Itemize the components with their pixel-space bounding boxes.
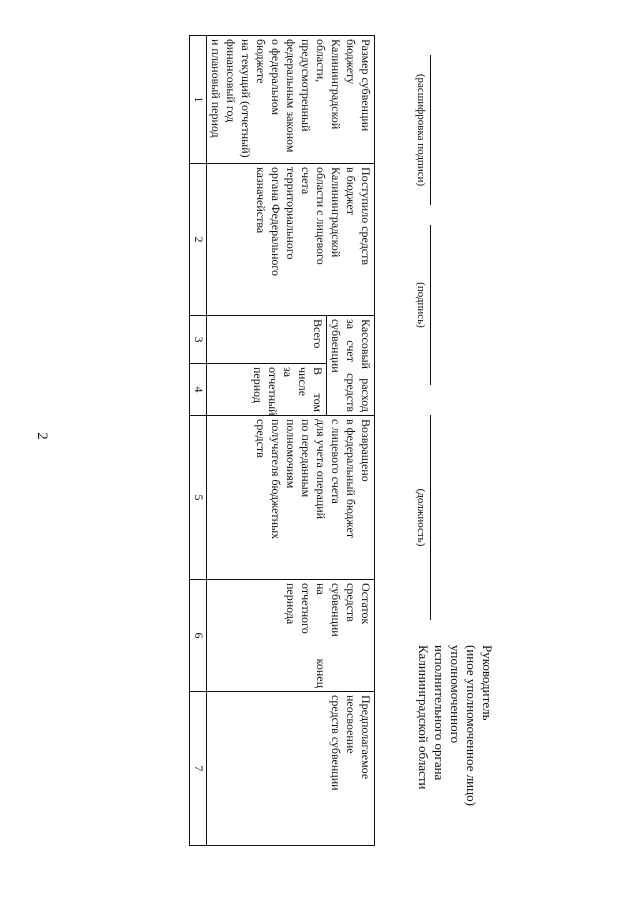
header-line: области с лицевого — [314, 167, 328, 265]
signature-line — [430, 225, 431, 385]
header-line: с лицевого счета — [329, 419, 343, 504]
header-line: и плановый период — [209, 39, 223, 138]
header-line: органа Федерального — [269, 167, 283, 277]
header-line: по переданным — [299, 419, 313, 498]
header-line: о федеральном бюджете — [254, 39, 283, 116]
column-number: 1 — [190, 36, 207, 164]
header-line: в бюджет — [344, 167, 358, 215]
header-returned-funds — [207, 416, 375, 580]
column-number: 4 — [190, 364, 207, 416]
header-line: Калининградской — [329, 167, 343, 258]
position-line — [430, 415, 431, 620]
header-received-funds — [207, 164, 375, 316]
column-number: 2 — [190, 164, 207, 316]
decoding-line — [430, 55, 431, 205]
signature-caption: (подпись) — [415, 282, 427, 328]
signature-block — [385, 35, 555, 845]
header-line: Предполагаемое — [359, 695, 373, 780]
header-line: в федеральный бюджет — [344, 419, 358, 539]
report-table — [189, 35, 375, 846]
signatory-title: Руководитель (иное уполномоченное лицо) уполномоченного исполнительного органа Калининградской области — [416, 645, 495, 806]
header-line: финансовый год — [224, 39, 238, 123]
header-remaining-balance: Остаток средств субвенции на конец отчетного периода — [207, 580, 375, 692]
header-line: на текущий (отчетный) — [239, 39, 253, 158]
header-expected-non-use — [207, 692, 375, 846]
header-line: казначейства — [254, 167, 268, 234]
column-number: 3 — [190, 316, 207, 364]
header-line: предусмотренный — [299, 39, 313, 132]
column-number: 7 — [190, 692, 207, 846]
header-subvention-size — [207, 36, 375, 164]
header-line: территориального — [284, 167, 298, 260]
column-number: 5 — [190, 416, 207, 580]
header-line: полномочиям — [284, 419, 298, 489]
header-line: Размер субвенции бюджету — [344, 39, 373, 132]
header-line: средств субвенции — [329, 695, 343, 791]
header-cash-total: Всего — [207, 316, 327, 364]
position-caption: (должность) — [415, 488, 427, 547]
header-cash-reporting-period: В том числе за отчетный период — [207, 364, 327, 416]
header-line: счета — [299, 167, 313, 195]
header-line: неосвоение — [344, 695, 358, 754]
header-line: средств — [254, 419, 268, 458]
column-number: 6 — [190, 580, 207, 692]
header-cash-expense: Кассовый расход за счет средств субвенции — [327, 316, 375, 416]
header-line: федеральным законом — [284, 39, 298, 153]
page-number: 2 — [34, 432, 50, 440]
header-line: получателя бюджетных — [269, 419, 283, 540]
decoding-caption: (расшифровка подписи) — [415, 73, 427, 187]
header-line: для учета операций — [314, 419, 328, 520]
header-line: Возвращено — [359, 419, 373, 482]
header-line: Поступило средств — [359, 167, 373, 266]
header-line: Калининградской области, — [314, 39, 343, 130]
